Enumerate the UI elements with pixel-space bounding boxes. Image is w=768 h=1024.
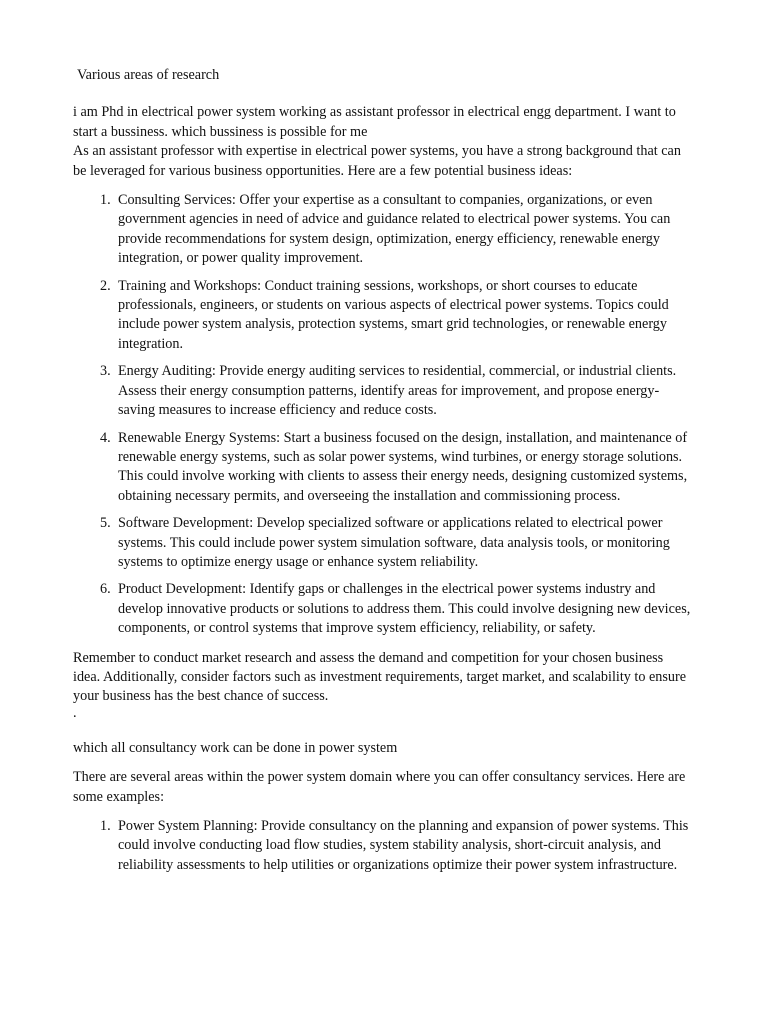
business-ideas-list (73, 191, 693, 639)
list-item (73, 580, 693, 638)
list-item-number: 2. (100, 277, 111, 294)
list-item-text: Product Development: Identify gaps or challenges in the electrical power systems industry and develop innovative products or solutions to address them. This could involve designing new devices, components, or control systems that improve system efficiency, reliability, or safety. (118, 581, 691, 637)
list-item-number: 1. (100, 818, 111, 834)
list-item (73, 514, 693, 572)
separator-dot: . (73, 704, 77, 721)
list-item-number: 1. (100, 192, 111, 209)
user-question-1: i am Phd in electrical power system working as assistant professor in electrical engg department. I want to start a bussiness. which bussiness is possible for me (73, 104, 676, 140)
list-item-text: Energy Auditing: Provide energy auditing services to residential, commercial, or industrial clients. Assess their energy consumption patterns, identify areas for improvement, and propose energy-saving measures to increase efficiency and reduce costs. (118, 363, 677, 419)
answer-conclusion-1: Remember to conduct market research and assess the demand and competition for your chosen business idea. Additionally, consider factors such as investment requirements, target market, and scalability to ensure your business has the best chance of success. (73, 649, 687, 705)
user-question-2: which all consultancy work can be done in power system (73, 739, 398, 756)
document-page (73, 66, 693, 883)
list-item (73, 362, 693, 420)
list-item-number: 5. (100, 515, 111, 532)
consultancy-areas-list (73, 817, 693, 875)
section-heading: Various areas of research (77, 67, 220, 83)
answer-intro-1: As an assistant professor with expertise in electrical power systems, you have a strong background that can be leveraged for various business opportunities. Here are a few potential business ideas: (73, 143, 681, 179)
list-item-number: 6. (100, 581, 111, 598)
list-item (73, 817, 693, 875)
answer-intro-2: There are several areas within the power system domain where you can offer consultancy services. Here are some examples: (73, 769, 686, 805)
list-item-number: 3. (100, 363, 111, 380)
list-item-number: 4. (100, 429, 111, 446)
list-item (73, 191, 693, 269)
list-item-text: Consulting Services: Offer your expertise as a consultant to companies, organizations, or even government agencies in need of advice and guidance related to electrical power systems. You can provide recommendations for system design, optimization, energy efficiency, renewable energy integration, or power quality improvement. (118, 192, 671, 267)
list-item-text: Software Development: Develop specialized software or applications related to electrical power systems. This could include power system simulation software, data analysis tools, or monitoring systems to optimize energy usage or enhance system reliability. (118, 515, 670, 570)
list-item-text: Training and Workshops: Conduct training sessions, workshops, or short courses to educate professionals, engineers, or students on various aspects of electrical power systems. Topics could include power system analysis, protection systems, smart grid technologies, or renewable energy integration. (118, 277, 669, 352)
list-item (73, 277, 693, 355)
list-item-text: Power System Planning: Provide consultancy on the planning and expansion of power systems. This could involve conducting load flow studies, system stability analysis, short-circuit analysis, and reliability assessments to help utilities or organizations optimize their power system infrastructure. (118, 818, 689, 873)
list-item (73, 429, 693, 507)
list-item-text: Renewable Energy Systems: Start a business focused on the design, installation, and maintenance of renewable energy systems, such as solar power systems, wind turbines, or energy storage solutions. This could involve working with clients to assess their energy needs, designing customized systems, obtaining necessary permits, and overseeing the installation and commissioning process. (118, 429, 688, 504)
